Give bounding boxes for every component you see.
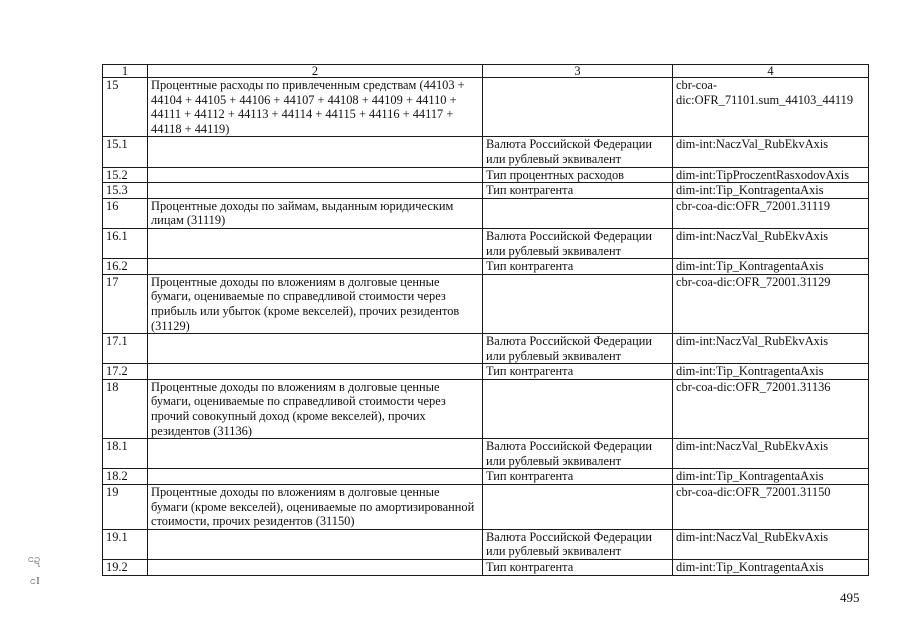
row-dimension: Валюта Российской Федерации или рублевый эквивалент xyxy=(483,439,673,469)
row-dimension: Тип контрагента xyxy=(483,560,673,576)
row-number: 15.2 xyxy=(103,167,148,183)
row-description xyxy=(148,137,483,167)
row-code: dim-int:Tip_KontragentaAxis xyxy=(673,183,869,199)
row-dimension: Валюта Российской Федерации или рублевый эквивалент xyxy=(483,228,673,258)
row-dimension xyxy=(483,274,673,333)
row-dimension xyxy=(483,198,673,228)
row-number: 16 xyxy=(103,198,148,228)
row-code: dim-int:Tip_KontragentaAxis xyxy=(673,469,869,485)
row-description xyxy=(148,364,483,380)
table-body xyxy=(103,78,869,576)
row-description xyxy=(148,529,483,559)
row-code: dim-int:Tip_KontragentaAxis xyxy=(673,259,869,275)
column-header-2: 2 xyxy=(148,65,483,78)
row-code: dim-int:NaczVal_RubEkvAxis xyxy=(673,137,869,167)
row-description: Процентные доходы по вложениям в долговые ценные бумаги, оцениваемые по справедливой стоимости через прибыль или убыток (кроме векселей), прочих резидентов (31129) xyxy=(148,274,483,333)
row-number: 16.1 xyxy=(103,228,148,258)
row-number: 15.3 xyxy=(103,183,148,199)
header-row xyxy=(103,65,869,78)
row-code: dim-int:Tip_KontragentaAxis xyxy=(673,560,869,576)
row-number: 19.2 xyxy=(103,560,148,576)
row-number: 18.1 xyxy=(103,439,148,469)
row-number: 16.2 xyxy=(103,259,148,275)
row-code: dim-int:NaczVal_RubEkvAxis xyxy=(673,439,869,469)
row-code: dim-int:NaczVal_RubEkvAxis xyxy=(673,228,869,258)
row-code: dim-int:NaczVal_RubEkvAxis xyxy=(673,334,869,364)
row-description: Процентные доходы по вложениям в долговые ценные бумаги (кроме векселей), оцениваемые по амортизированной стоимости, прочих резидентов (31150) xyxy=(148,485,483,530)
row-code: cbr-coa-dic:OFR_72001.31129 xyxy=(673,274,869,333)
row-description: Процентные доходы по займам, выданным юридическим лицам (31119) xyxy=(148,198,483,228)
row-description xyxy=(148,469,483,485)
table-row xyxy=(103,167,869,183)
table-row xyxy=(103,78,869,137)
row-dimension: Валюта Российской Федерации или рублевый эквивалент xyxy=(483,529,673,559)
table-row xyxy=(103,529,869,559)
row-number: 19 xyxy=(103,485,148,530)
table-row xyxy=(103,198,869,228)
row-dimension xyxy=(483,78,673,137)
row-number: 19.1 xyxy=(103,529,148,559)
row-code: cbr-coa-dic:OFR_72001.31150 xyxy=(673,485,869,530)
row-number: 17.2 xyxy=(103,364,148,380)
row-number: 15.1 xyxy=(103,137,148,167)
table-row xyxy=(103,469,869,485)
row-description xyxy=(148,560,483,576)
row-dimension: Тип контрагента xyxy=(483,183,673,199)
row-dimension xyxy=(483,485,673,530)
row-description xyxy=(148,334,483,364)
row-description: Процентные расходы по привлеченным средствам (44103 + 44104 + 44105 + 44106 + 44107 + 44108 + 44109 + 44110 + 44111 + 44112 + 44113 + 44114 + 44115 + 44116 + 44117 + 44118 + 44119) xyxy=(148,78,483,137)
row-dimension xyxy=(483,379,673,438)
table-row xyxy=(103,560,869,576)
row-dimension: Валюта Российской Федерации или рублевый эквивалент xyxy=(483,334,673,364)
row-code: cbr-coa-dic:OFR_71101.sum_44103_44119 xyxy=(673,78,869,137)
row-number: 18.2 xyxy=(103,469,148,485)
table-row xyxy=(103,228,869,258)
table-row xyxy=(103,137,869,167)
table-header xyxy=(103,65,869,78)
margin-mark: ငဍ xyxy=(28,553,41,565)
column-header-4: 4 xyxy=(673,65,869,78)
row-code: cbr-coa-dic:OFR_72001.31136 xyxy=(673,379,869,438)
row-dimension: Тип контрагента xyxy=(483,259,673,275)
table-row xyxy=(103,183,869,199)
row-code: dim-int:NaczVal_RubEkvAxis xyxy=(673,529,869,559)
document-table xyxy=(102,64,869,576)
row-description xyxy=(148,183,483,199)
row-description xyxy=(148,228,483,258)
row-number: 18 xyxy=(103,379,148,438)
row-number: 15 xyxy=(103,78,148,137)
page-number: 495 xyxy=(840,590,860,605)
row-number: 17 xyxy=(103,274,148,333)
row-dimension: Тип контрагента xyxy=(483,469,673,485)
table-row xyxy=(103,334,869,364)
table-row xyxy=(103,485,869,530)
row-code: dim-int:Tip_KontragentaAxis xyxy=(673,364,869,380)
table-row xyxy=(103,439,869,469)
table-row xyxy=(103,259,869,275)
table-row xyxy=(103,379,869,438)
row-description xyxy=(148,439,483,469)
row-code: cbr-coa-dic:OFR_72001.31119 xyxy=(673,198,869,228)
row-code: dim-int:TipProczentRasxodovAxis xyxy=(673,167,869,183)
column-header-1: 1 xyxy=(103,65,148,78)
row-description xyxy=(148,259,483,275)
column-header-3: 3 xyxy=(483,65,673,78)
row-dimension: Тип контрагента xyxy=(483,364,673,380)
table-row xyxy=(103,364,869,380)
margin-mark: ငI xyxy=(30,575,40,587)
row-description xyxy=(148,167,483,183)
row-dimension: Валюта Российской Федерации или рублевый эквивалент xyxy=(483,137,673,167)
table-row xyxy=(103,274,869,333)
row-dimension: Тип процентных расходов xyxy=(483,167,673,183)
row-number: 17.1 xyxy=(103,334,148,364)
row-description: Процентные доходы по вложениям в долговые ценные бумаги, оцениваемые по справедливой стоимости через прочий совокупный доход (кроме векселей), прочих резидентов (31136) xyxy=(148,379,483,438)
